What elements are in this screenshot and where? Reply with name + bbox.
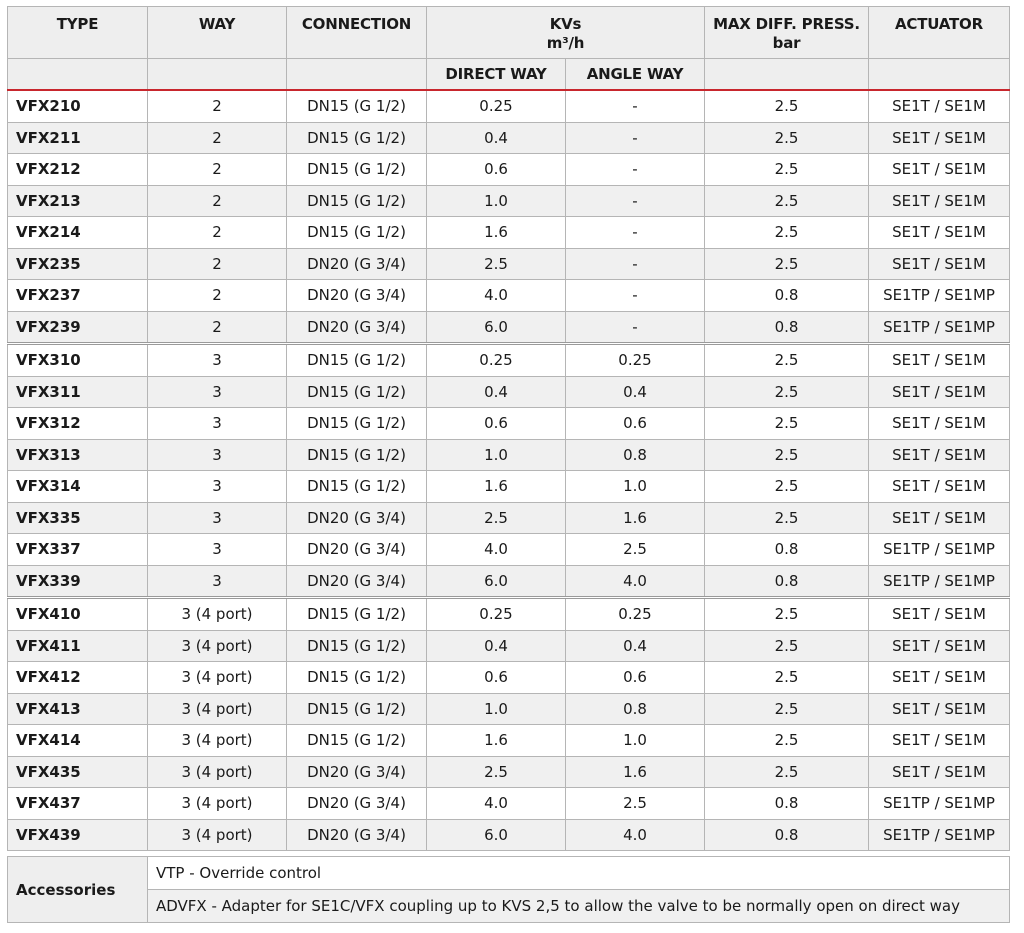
cell-angle: 1.6 — [566, 756, 705, 788]
cell-actuator: SE1T / SE1M — [869, 248, 1010, 280]
cell-connection: DN15 (G 1/2) — [287, 154, 427, 186]
cell-connection: DN15 (G 1/2) — [287, 408, 427, 440]
cell-connection: DN15 (G 1/2) — [287, 376, 427, 408]
cell-angle: - — [566, 185, 705, 217]
cell-direct: 0.25 — [427, 344, 566, 377]
cell-direct: 0.4 — [427, 122, 566, 154]
cell-type: VFX335 — [8, 502, 148, 534]
cell-actuator: SE1T / SE1M — [869, 217, 1010, 249]
cell-direct: 2.5 — [427, 248, 566, 280]
header-way: WAY — [148, 7, 287, 59]
cell-angle: 0.25 — [566, 344, 705, 377]
cell-direct: 4.0 — [427, 788, 566, 820]
cell-way: 3 — [148, 344, 287, 377]
table-row — [8, 788, 1010, 820]
cell-angle: 4.0 — [566, 819, 705, 851]
accessories-table — [7, 856, 1010, 923]
header-actuator: ACTUATOR — [869, 7, 1010, 59]
cell-direct: 6.0 — [427, 311, 566, 344]
subheader-empty — [705, 59, 869, 91]
subheader-empty — [8, 59, 148, 91]
cell-way: 3 — [148, 471, 287, 503]
cell-angle: 0.6 — [566, 408, 705, 440]
cell-angle: - — [566, 90, 705, 122]
cell-angle: 1.6 — [566, 502, 705, 534]
cell-pressure: 2.5 — [705, 471, 869, 503]
cell-type: VFX311 — [8, 376, 148, 408]
cell-way: 3 — [148, 376, 287, 408]
cell-type: VFX413 — [8, 693, 148, 725]
cell-type: VFX313 — [8, 439, 148, 471]
cell-direct: 0.6 — [427, 662, 566, 694]
header-kvs-title: KVs — [549, 15, 582, 33]
table-row — [8, 154, 1010, 186]
cell-direct: 6.0 — [427, 819, 566, 851]
table-row — [8, 376, 1010, 408]
table-row — [8, 565, 1010, 598]
table-body — [8, 90, 1010, 851]
cell-type: VFX212 — [8, 154, 148, 186]
cell-type: VFX339 — [8, 565, 148, 598]
cell-direct: 1.6 — [427, 471, 566, 503]
table-row — [8, 439, 1010, 471]
cell-connection: DN20 (G 3/4) — [287, 565, 427, 598]
table-row — [8, 248, 1010, 280]
accessory-item: VTP - Override control — [148, 857, 1010, 890]
cell-type: VFX437 — [8, 788, 148, 820]
cell-type: VFX310 — [8, 344, 148, 377]
cell-angle: 1.0 — [566, 471, 705, 503]
cell-type: VFX211 — [8, 122, 148, 154]
cell-pressure: 2.5 — [705, 185, 869, 217]
cell-type: VFX314 — [8, 471, 148, 503]
cell-pressure: 2.5 — [705, 154, 869, 186]
valve-spec-table — [7, 6, 1010, 851]
cell-type: VFX435 — [8, 756, 148, 788]
cell-way: 3 (4 port) — [148, 819, 287, 851]
cell-way: 3 — [148, 439, 287, 471]
cell-actuator: SE1T / SE1M — [869, 439, 1010, 471]
cell-way: 3 — [148, 534, 287, 566]
table-row — [8, 502, 1010, 534]
table-row — [8, 280, 1010, 312]
cell-angle: 0.4 — [566, 376, 705, 408]
cell-connection: DN15 (G 1/2) — [287, 693, 427, 725]
header-type: TYPE — [8, 7, 148, 59]
table-row — [8, 598, 1010, 631]
cell-way: 2 — [148, 154, 287, 186]
cell-direct: 6.0 — [427, 565, 566, 598]
cell-direct: 2.5 — [427, 756, 566, 788]
subheader-direct-way: DIRECT WAY — [427, 59, 566, 91]
cell-connection: DN15 (G 1/2) — [287, 471, 427, 503]
cell-actuator: SE1T / SE1M — [869, 154, 1010, 186]
cell-direct: 1.6 — [427, 725, 566, 757]
cell-way: 3 — [148, 565, 287, 598]
cell-connection: DN20 (G 3/4) — [287, 788, 427, 820]
cell-connection: DN20 (G 3/4) — [287, 756, 427, 788]
cell-angle: - — [566, 154, 705, 186]
cell-type: VFX337 — [8, 534, 148, 566]
cell-direct: 1.6 — [427, 217, 566, 249]
cell-way: 2 — [148, 185, 287, 217]
table-row — [8, 819, 1010, 851]
cell-connection: DN15 (G 1/2) — [287, 662, 427, 694]
cell-connection: DN15 (G 1/2) — [287, 725, 427, 757]
cell-pressure: 2.5 — [705, 344, 869, 377]
table-row — [8, 725, 1010, 757]
table-row — [8, 185, 1010, 217]
cell-direct: 1.0 — [427, 693, 566, 725]
cell-actuator: SE1T / SE1M — [869, 693, 1010, 725]
cell-actuator: SE1T / SE1M — [869, 471, 1010, 503]
cell-actuator: SE1TP / SE1MP — [869, 565, 1010, 598]
cell-actuator: SE1T / SE1M — [869, 185, 1010, 217]
header-max-diff-unit: bar — [772, 34, 801, 52]
cell-direct: 0.25 — [427, 90, 566, 122]
cell-actuator: SE1T / SE1M — [869, 756, 1010, 788]
table-row — [8, 630, 1010, 662]
table-header — [8, 7, 1010, 91]
cell-type: VFX410 — [8, 598, 148, 631]
cell-type: VFX239 — [8, 311, 148, 344]
cell-angle: - — [566, 280, 705, 312]
cell-type: VFX237 — [8, 280, 148, 312]
cell-actuator: SE1TP / SE1MP — [869, 534, 1010, 566]
table-row — [8, 534, 1010, 566]
cell-connection: DN20 (G 3/4) — [287, 280, 427, 312]
cell-way: 3 (4 port) — [148, 725, 287, 757]
cell-pressure: 2.5 — [705, 630, 869, 662]
accessory-item: ADVFX - Adapter for SE1C/VFX coupling up to KVS 2,5 to allow the valve to be normally open on direct way — [148, 890, 1010, 923]
cell-connection: DN20 (G 3/4) — [287, 534, 427, 566]
cell-way: 2 — [148, 248, 287, 280]
cell-angle: - — [566, 248, 705, 280]
cell-way: 3 (4 port) — [148, 788, 287, 820]
table-row — [8, 344, 1010, 377]
cell-direct: 0.6 — [427, 408, 566, 440]
cell-way: 3 (4 port) — [148, 630, 287, 662]
table-row — [8, 311, 1010, 344]
cell-pressure: 2.5 — [705, 90, 869, 122]
cell-actuator: SE1T / SE1M — [869, 598, 1010, 631]
cell-type: VFX411 — [8, 630, 148, 662]
cell-connection: DN15 (G 1/2) — [287, 344, 427, 377]
cell-type: VFX412 — [8, 662, 148, 694]
cell-way: 2 — [148, 90, 287, 122]
cell-way: 3 (4 port) — [148, 662, 287, 694]
table-row — [8, 408, 1010, 440]
cell-actuator: SE1T / SE1M — [869, 90, 1010, 122]
cell-connection: DN20 (G 3/4) — [287, 311, 427, 344]
cell-type: VFX235 — [8, 248, 148, 280]
cell-angle: 4.0 — [566, 565, 705, 598]
cell-pressure: 0.8 — [705, 565, 869, 598]
cell-way: 2 — [148, 122, 287, 154]
cell-connection: DN20 (G 3/4) — [287, 819, 427, 851]
cell-type: VFX210 — [8, 90, 148, 122]
cell-angle: - — [566, 217, 705, 249]
table-row — [8, 90, 1010, 122]
accessories-label: Accessories — [8, 857, 148, 923]
cell-way: 3 — [148, 408, 287, 440]
cell-actuator: SE1TP / SE1MP — [869, 311, 1010, 344]
table-row — [8, 217, 1010, 249]
cell-way: 2 — [148, 280, 287, 312]
subheader-angle-way: ANGLE WAY — [566, 59, 705, 91]
cell-pressure: 0.8 — [705, 788, 869, 820]
cell-connection: DN20 (G 3/4) — [287, 502, 427, 534]
cell-type: VFX312 — [8, 408, 148, 440]
cell-pressure: 2.5 — [705, 756, 869, 788]
cell-direct: 0.4 — [427, 630, 566, 662]
cell-type: VFX214 — [8, 217, 148, 249]
cell-angle: 0.6 — [566, 662, 705, 694]
header-max-diff-title: MAX DIFF. PRESS. — [713, 15, 860, 33]
cell-pressure: 2.5 — [705, 502, 869, 534]
subheader-empty — [287, 59, 427, 91]
table-row — [8, 693, 1010, 725]
cell-angle: - — [566, 122, 705, 154]
cell-direct: 1.0 — [427, 439, 566, 471]
cell-direct: 4.0 — [427, 534, 566, 566]
cell-way: 3 — [148, 502, 287, 534]
cell-way: 3 (4 port) — [148, 756, 287, 788]
cell-type: VFX414 — [8, 725, 148, 757]
table-row — [8, 471, 1010, 503]
cell-pressure: 2.5 — [705, 408, 869, 440]
table-row — [8, 756, 1010, 788]
cell-connection: DN15 (G 1/2) — [287, 598, 427, 631]
header-kvs-unit: m³/h — [546, 34, 585, 52]
cell-direct: 0.6 — [427, 154, 566, 186]
cell-connection: DN20 (G 3/4) — [287, 248, 427, 280]
cell-angle: 1.0 — [566, 725, 705, 757]
cell-pressure: 0.8 — [705, 280, 869, 312]
cell-pressure: 2.5 — [705, 725, 869, 757]
cell-way: 2 — [148, 217, 287, 249]
cell-type: VFX213 — [8, 185, 148, 217]
table-row — [8, 122, 1010, 154]
cell-angle: 0.8 — [566, 693, 705, 725]
cell-connection: DN15 (G 1/2) — [287, 630, 427, 662]
cell-angle: 0.4 — [566, 630, 705, 662]
cell-pressure: 2.5 — [705, 217, 869, 249]
cell-pressure: 2.5 — [705, 693, 869, 725]
cell-pressure: 2.5 — [705, 662, 869, 694]
cell-pressure: 2.5 — [705, 122, 869, 154]
cell-connection: DN15 (G 1/2) — [287, 217, 427, 249]
cell-actuator: SE1T / SE1M — [869, 630, 1010, 662]
cell-direct: 0.4 — [427, 376, 566, 408]
cell-connection: DN15 (G 1/2) — [287, 185, 427, 217]
cell-way: 3 (4 port) — [148, 693, 287, 725]
cell-actuator: SE1T / SE1M — [869, 725, 1010, 757]
cell-type: VFX439 — [8, 819, 148, 851]
cell-direct: 4.0 — [427, 280, 566, 312]
cell-direct: 0.25 — [427, 598, 566, 631]
header-max-diff — [705, 7, 869, 59]
cell-pressure: 0.8 — [705, 311, 869, 344]
cell-actuator: SE1T / SE1M — [869, 344, 1010, 377]
cell-direct: 2.5 — [427, 502, 566, 534]
cell-actuator: SE1TP / SE1MP — [869, 280, 1010, 312]
cell-angle: 2.5 — [566, 534, 705, 566]
cell-direct: 1.0 — [427, 185, 566, 217]
cell-way: 3 (4 port) — [148, 598, 287, 631]
subheader-empty — [148, 59, 287, 91]
cell-angle: 0.25 — [566, 598, 705, 631]
cell-pressure: 2.5 — [705, 376, 869, 408]
cell-actuator: SE1T / SE1M — [869, 662, 1010, 694]
subheader-empty — [869, 59, 1010, 91]
cell-actuator: SE1T / SE1M — [869, 376, 1010, 408]
cell-connection: DN15 (G 1/2) — [287, 439, 427, 471]
header-connection: CONNECTION — [287, 7, 427, 59]
cell-pressure: 0.8 — [705, 534, 869, 566]
cell-actuator: SE1TP / SE1MP — [869, 819, 1010, 851]
cell-actuator: SE1T / SE1M — [869, 502, 1010, 534]
cell-way: 2 — [148, 311, 287, 344]
cell-pressure: 0.8 — [705, 819, 869, 851]
cell-actuator: SE1T / SE1M — [869, 408, 1010, 440]
cell-pressure: 2.5 — [705, 598, 869, 631]
cell-actuator: SE1T / SE1M — [869, 122, 1010, 154]
cell-pressure: 2.5 — [705, 439, 869, 471]
header-kvs — [427, 7, 705, 59]
cell-actuator: SE1TP / SE1MP — [869, 788, 1010, 820]
cell-angle: 2.5 — [566, 788, 705, 820]
cell-angle: 0.8 — [566, 439, 705, 471]
cell-angle: - — [566, 311, 705, 344]
cell-pressure: 2.5 — [705, 248, 869, 280]
cell-connection: DN15 (G 1/2) — [287, 122, 427, 154]
cell-connection: DN15 (G 1/2) — [287, 90, 427, 122]
table-row — [8, 662, 1010, 694]
